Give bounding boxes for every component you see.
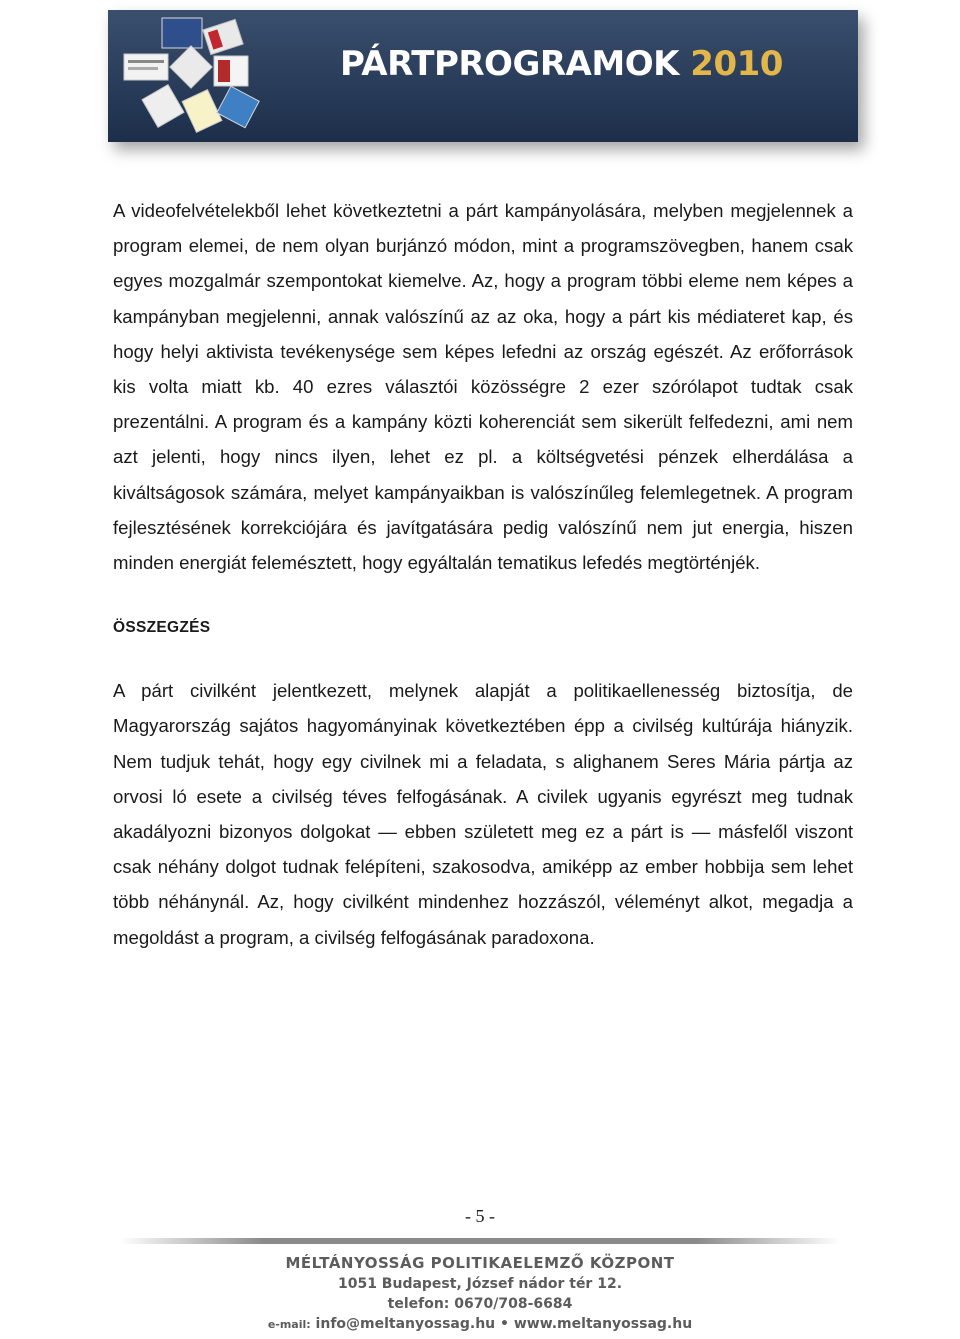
header-year: 2010 (690, 44, 783, 84)
header-title (340, 44, 783, 84)
footer-organization: MÉLTÁNYOSSÁG POLITIKAELEMZŐ KÖZPONT (285, 1254, 675, 1272)
header-banner (108, 10, 858, 142)
document-body (113, 193, 853, 955)
section-heading: ÖSSZEGZÉS (113, 619, 211, 637)
body-paragraph: A párt civilként jelentkezett, melynek alapját a politikaellenesség biztosítja, de Magyarország sajátos hagyományinak következtében épp a civilség kultúrája hiányzik. Nem tudjuk tehát, hogy egy civilnek mi a feladata, s alighanem Seres Mária pártja az orvosi ló esete a civilség téves felfogásának. A civilek ugyanis egyrészt meg tudnak akadályozni bizonyos dolgokat — ebben született meg ez a párt is — másfelől viszont csak néhány dolgot tudnak felépíteni, szakosodva, amiképp az ember hobbija sem lehet több néhánynál. Az, hogy civilként mindenhez hozzászól, véleményt alkot, megadja a megoldást a program, a civilség felfogásának paradoxona. (113, 680, 853, 948)
footer-email-label: e-mail: (267, 1318, 311, 1331)
header-title-text: PÁRTPROGRAMOK (340, 44, 679, 84)
footer-contact: info@meltanyossag.hu • www.meltanyossag.hu (315, 1316, 693, 1332)
page-number: - 5 - (465, 1206, 495, 1226)
body-paragraph: A videofelvételekből lehet következtetni a párt kampányolására, melyben megjelennek a program elemei, de nem olyan burjánzó módon, mint a programszövegben, hanem csak egyes mozgalmár szempontokat kiemelve. Az, hogy a program többi eleme nem képes a kampányban megjelenni, annak valószínű az az oka, hogy a párt kis médiateret kap, és hogy helyi aktivista tevékenysége sem képes lefedni az ország egészét. Az erőforrások kis volta miatt kb. 40 ezres választói közösségre 2 ezer szórólapot tudtak csak prezentálni. A program és a kampány közti koherenciát sem sikerült felfedezni, ami nem azt jelenti, hogy nincs ilyen, lehet ez pl. a költségvetési pénzek elherdálása a kiváltságosok számára, melyet kampányaikban is valószínűleg felemlegetnek. A program fejlesztésének korrekciójára és javítgatására pedig valószínű nem jut energia, hiszen minden energiát felemésztett, hogy egyáltalán tematikus lefedés megtörténjék. (113, 200, 853, 574)
document-collage-image (118, 14, 268, 138)
footer-divider (120, 1238, 840, 1244)
footer (0, 1252, 960, 1335)
footer-address: 1051 Budapest, József nádor tér 12. (337, 1276, 623, 1292)
footer-phone: telefon: 0670/708-6684 (387, 1296, 573, 1312)
footer-contact-line (0, 1314, 960, 1335)
